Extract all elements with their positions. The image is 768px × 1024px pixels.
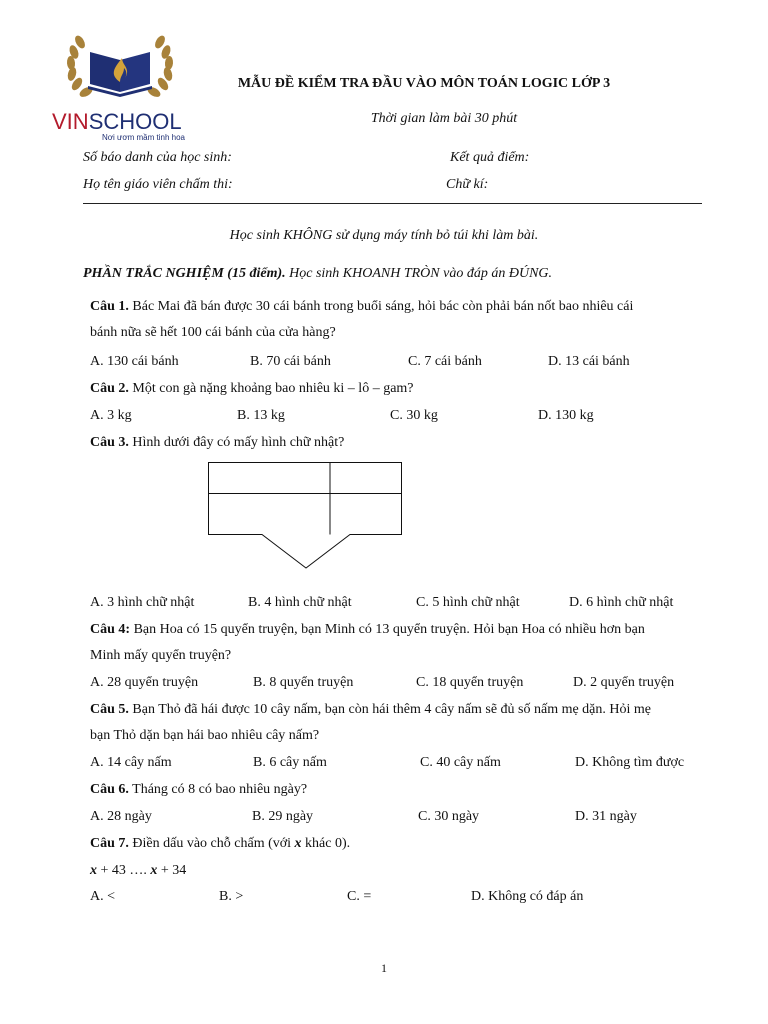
q2-option-b[interactable]: B. 13 kg	[237, 408, 285, 423]
question-label: Câu 3.	[90, 435, 129, 450]
signature-label: Chữ kí:	[446, 177, 489, 192]
q4-option-d[interactable]: D. 2 quyển truyện	[573, 675, 675, 690]
question-7	[90, 836, 702, 852]
q6-option-b[interactable]: B. 29 ngày	[252, 809, 314, 824]
figure-top-band	[209, 463, 402, 494]
page-number: 1	[381, 961, 387, 975]
q7-option-d[interactable]: D. Không có đáp án	[471, 889, 584, 904]
q3-option-a[interactable]: A. 3 hình chữ nhật	[90, 595, 195, 610]
score-label: Kết quả điểm:	[450, 150, 530, 165]
q4-option-a[interactable]: A. 28 quyển truyện	[90, 675, 199, 690]
student-id-label: Số báo danh của học sinh:	[83, 150, 232, 165]
exam-title: MẪU ĐỀ KIỂM TRA ĐẦU VÀO MÔN TOÁN LOGIC LỚP 3	[237, 76, 611, 91]
question-label: Câu 5.	[90, 702, 129, 717]
q3-option-b[interactable]: B. 4 hình chữ nhật	[248, 595, 352, 610]
brand-vin: VIN	[52, 109, 89, 134]
question-label: Câu 6.	[90, 782, 129, 797]
question-text: Tháng có 8 có bao nhiêu ngày?	[132, 782, 308, 797]
q7-option-c[interactable]: C. =	[347, 889, 372, 904]
laurel-book-emblem-icon	[50, 30, 190, 110]
q7-expression	[90, 863, 186, 879]
q5-option-b[interactable]: B. 6 cây nấm	[253, 755, 327, 770]
q4-option-c[interactable]: C. 18 quyển truyện	[416, 675, 524, 690]
q1-option-a[interactable]: A. 130 cái bánh	[90, 354, 179, 369]
q6-option-a[interactable]: A. 28 ngày	[90, 809, 152, 824]
rectangles-figure	[208, 462, 404, 574]
q6-option-c[interactable]: C. 30 ngày	[418, 809, 480, 824]
q2-option-a[interactable]: A. 3 kg	[90, 408, 132, 423]
question-5	[90, 697, 702, 749]
teacher-label: Họ tên giáo viên chấm thi:	[83, 177, 233, 192]
q1-option-c[interactable]: C. 7 cái bánh	[408, 354, 482, 369]
q6-option-d[interactable]: D. 31 ngày	[575, 809, 637, 824]
q2-option-d[interactable]: D. 130 kg	[538, 408, 594, 423]
q2-option-c[interactable]: C. 30 kg	[390, 408, 438, 423]
question-6	[90, 782, 702, 798]
question-text: bánh nữa sẽ hết 100 cái bánh của cửa hàng?	[90, 325, 336, 340]
variable-x: x	[150, 863, 158, 878]
q3-option-d[interactable]: D. 6 hình chữ nhật	[569, 595, 674, 610]
header-divider	[83, 203, 702, 204]
question-text: Minh mấy quyển truyện?	[90, 648, 232, 663]
expression-right: + 34	[157, 863, 187, 878]
exam-duration: Thời gian làm bài 30 phút	[370, 111, 518, 126]
q3-option-c[interactable]: C. 5 hình chữ nhật	[416, 595, 520, 610]
question-text: khác 0).	[301, 836, 351, 851]
q7-option-b[interactable]: B. >	[219, 889, 244, 904]
question-1	[90, 294, 702, 346]
section-heading	[83, 266, 552, 282]
question-2	[90, 381, 702, 397]
question-text: Hình dưới đây có mấy hình chữ nhật?	[132, 435, 345, 450]
calculator-notice: Học sinh KHÔNG sử dụng máy tính bỏ túi khi làm bài.	[229, 228, 539, 243]
question-label: Câu 7.	[90, 836, 129, 851]
brand-school: SCHOOL	[88, 109, 182, 134]
section-title: PHẦN TRẮC NGHIỆM (15 điểm).	[83, 266, 286, 281]
q5-option-d[interactable]: D. Không tìm được	[575, 755, 685, 770]
q5-option-c[interactable]: C. 40 cây nấm	[420, 755, 501, 770]
question-text: Bạn Thỏ đã hái được 10 cây nấm, bạn còn hái thêm 4 cây nấm sẽ đủ số nấm mẹ dặn. Hỏi mẹ	[132, 702, 652, 717]
section-instruction: Học sinh KHOANH TRÒN vào đáp án ĐÚNG.	[289, 266, 553, 281]
question-label: Câu 4:	[90, 622, 131, 637]
question-text: Bạn Hoa có 15 quyển truyện, bạn Minh có 13 quyển truyện. Hỏi bạn Hoa có nhiều hơn bạn	[133, 622, 645, 637]
variable-x: x	[90, 863, 97, 878]
q1-option-b[interactable]: B. 70 cái bánh	[250, 354, 331, 369]
brand-tagline: Nơi ươm mầm tinh hoa	[102, 133, 185, 142]
q5-option-a[interactable]: A. 14 cây nấm	[90, 755, 172, 770]
figure-arrow-body	[209, 494, 402, 569]
question-label: Câu 2.	[90, 381, 129, 396]
question-text: Một con gà nặng khoảng bao nhiêu ki – lô – gam?	[132, 381, 414, 396]
question-text: Bác Mai đã bán được 30 cái bánh trong buổi sáng, hỏi bác còn phải bán nốt bao nhiêu cái	[132, 299, 634, 314]
q4-option-b[interactable]: B. 8 quyển truyện	[253, 675, 354, 690]
question-3	[90, 435, 702, 451]
expression-left: + 43 ….	[97, 863, 151, 878]
q7-option-a[interactable]: A. <	[90, 889, 116, 904]
q1-option-d[interactable]: D. 13 cái bánh	[548, 354, 630, 369]
question-text: bạn Thỏ dặn bạn hái bao nhiêu cây nấm?	[90, 728, 320, 743]
question-label: Câu 1.	[90, 299, 129, 314]
variable-x: x	[294, 836, 302, 851]
question-4	[90, 617, 702, 669]
question-text: Điền dấu vào chỗ chấm (với	[132, 836, 295, 851]
